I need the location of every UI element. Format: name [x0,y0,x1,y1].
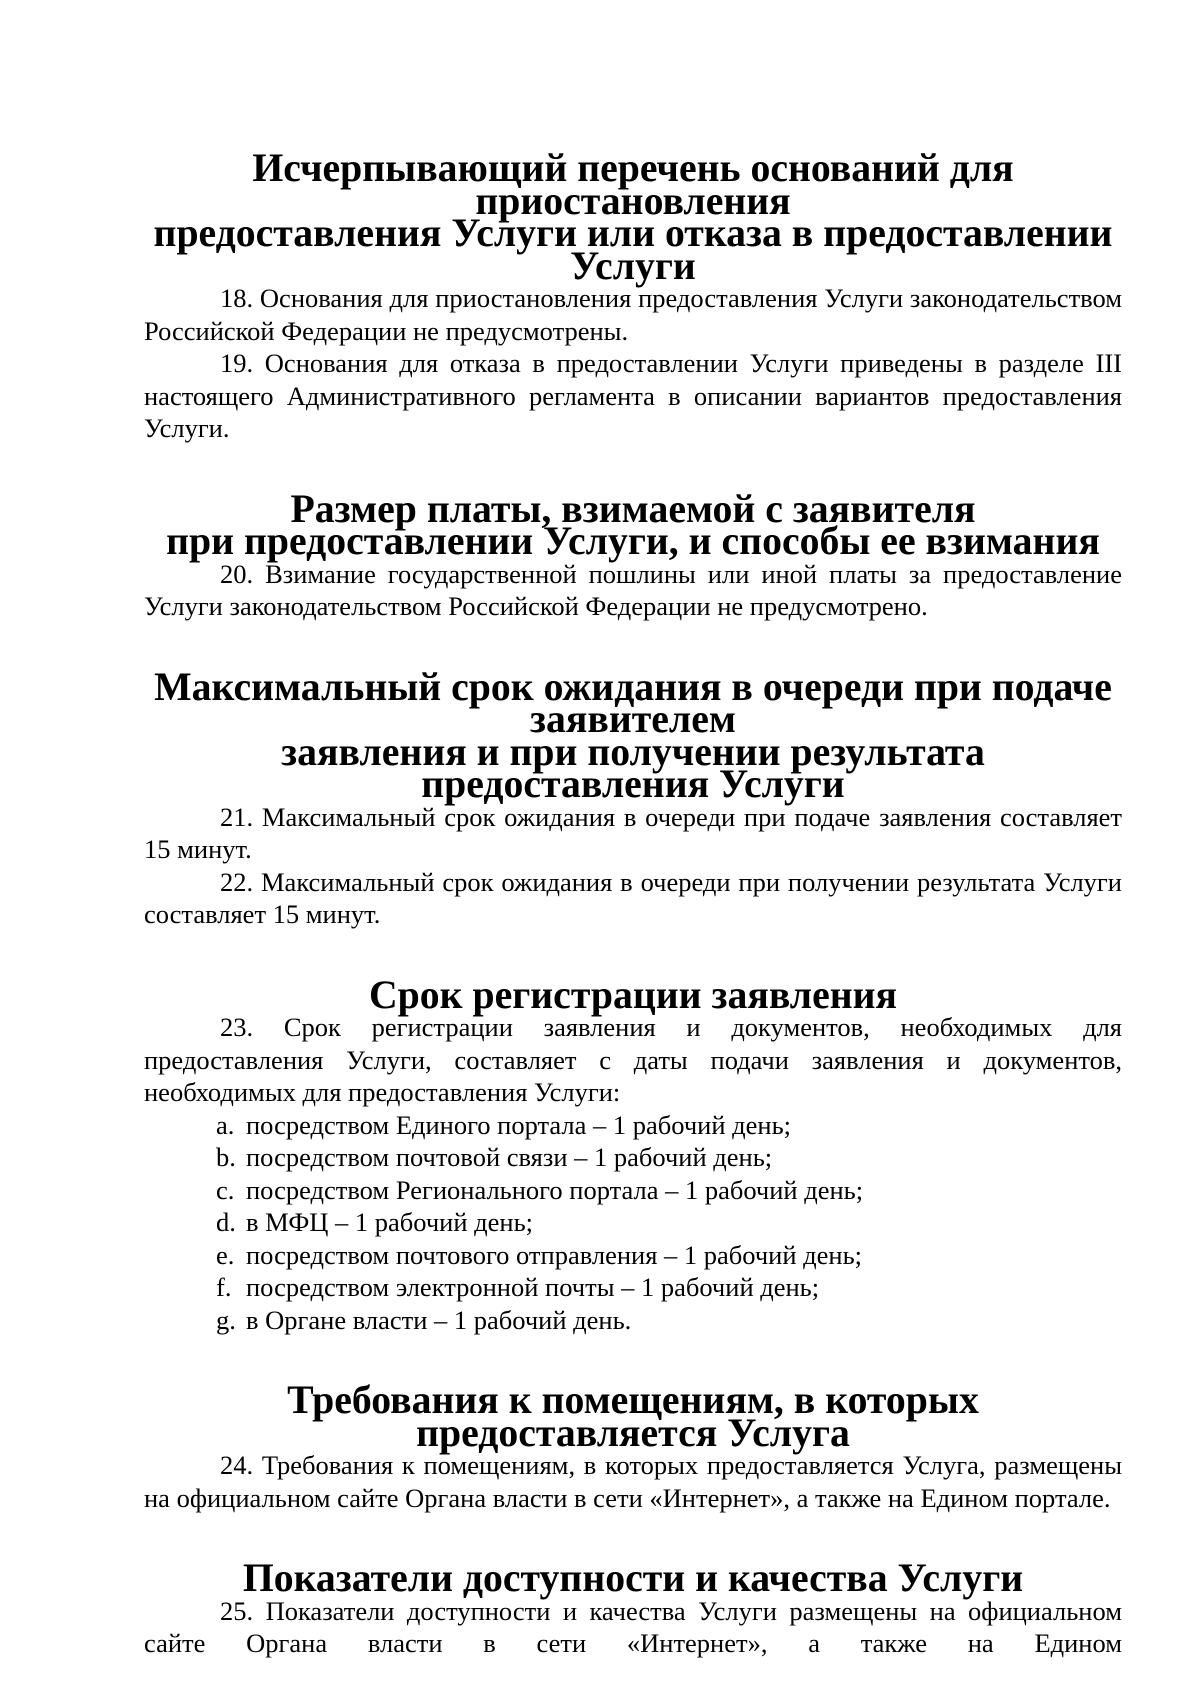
list-item-text: посредством электронной почты – 1 рабочий день; [246,1272,820,1302]
list-marker: c. [216,1174,235,1205]
section-heading [144,664,1122,806]
list-item [216,1141,1122,1174]
section-fee [144,486,1122,623]
heading-line: Максимальный срок ожидания в очереди при подаче заявителем [154,664,1112,741]
list-item [216,1271,1122,1304]
list-marker: d. [216,1207,236,1237]
paragraph-24: 24. Требования к помещениям, в которых предоставляется Услуга, размещены на официальном сайте Органа власти в сети «Интернет», а также на Едином портале. [144,1450,1122,1513]
document-page [144,146,1122,1660]
section-heading [144,972,1122,1017]
list-item [216,1304,1122,1337]
list-item [216,1239,1122,1272]
list-marker: e. [216,1239,235,1270]
heading-line: Исчерпывающий перечень оснований для приостановления [252,146,1014,223]
list-item-text: посредством Регионального портала – 1 рабочий день; [246,1174,864,1205]
heading-line: Требования к помещениям, в которых предоставляется Услуга [287,1378,979,1455]
paragraph-23: 23. Срок регистрации заявления и документов, необходимых для предоставления Услуги, составляет с даты подачи заявления и документов, необходимых для предоставления Услуги: [144,1012,1122,1107]
paragraph-20: 20. Взимание государственной пошлины или иной платы за предоставление Услуги законодательством Российской Федерации не предусмотрено. [144,558,1122,621]
list-item-text: в МФЦ – 1 рабочий день; [246,1207,534,1237]
list-item-text: посредством почтового отправления – 1 рабочий день; [246,1239,863,1270]
heading-line: заявления и при получении результата предоставления Услуги [281,729,985,806]
heading-line: при предоставлении Услуги, и способы ее взимания [166,519,1100,563]
section-suspension-grounds [144,146,1122,445]
heading-line: Показатели доступности и качества Услуги [242,1556,1024,1600]
section-queue-time [144,664,1122,931]
list-item [216,1109,1122,1142]
list-item-text: посредством Единого портала – 1 рабочий день; [246,1109,792,1140]
paragraph-18: 18. Основания для приостановления предоставления Услуги законодательством Российской Федерации не предусмотрены. [144,283,1122,346]
list-marker: a. [216,1109,235,1140]
paragraph-22: 22. Максимальный срок ожидания в очереди при получении результата Услуги составляет 15 минут. [144,866,1122,929]
section-heading [144,486,1122,563]
paragraph-21: 21. Максимальный срок ожидания в очереди при подаче заявления составляет 15 минут. [144,801,1122,864]
list-item [216,1206,1122,1239]
section-heading [144,1556,1122,1600]
list-marker: f. [216,1272,232,1302]
section-heading [144,146,1122,288]
list-item-text: посредством почтовой связи – 1 рабочий день; [246,1142,773,1172]
heading-line: предоставления Услуги или отказа в предоставлении Услуги [153,211,1113,288]
paragraph-25: 25. Показатели доступности и качества Услуги размещены на официальном сайте Органа власти в сети «Интернет», а также на Едином [144,1595,1122,1658]
paragraph-19: 19. Основания для отказа в предоставлении Услуги приведены в разделе III настоящего Административного регламента в описании вариантов предоставления Услуги. [144,348,1122,443]
list-item-text: в Органе власти – 1 рабочий день. [246,1304,632,1335]
list-marker: g. [216,1304,236,1335]
section-premises-requirements [144,1378,1122,1514]
registration-channels-list [144,1109,1122,1337]
list-item [216,1174,1122,1207]
section-heading [144,1378,1122,1455]
section-quality-indicators [144,1556,1122,1660]
heading-line: Срок регистрации заявления [368,972,898,1017]
heading-line: Размер платы, взимаемой с заявителя [290,486,976,531]
section-registration-time [144,972,1122,1337]
list-marker: b. [216,1142,236,1172]
